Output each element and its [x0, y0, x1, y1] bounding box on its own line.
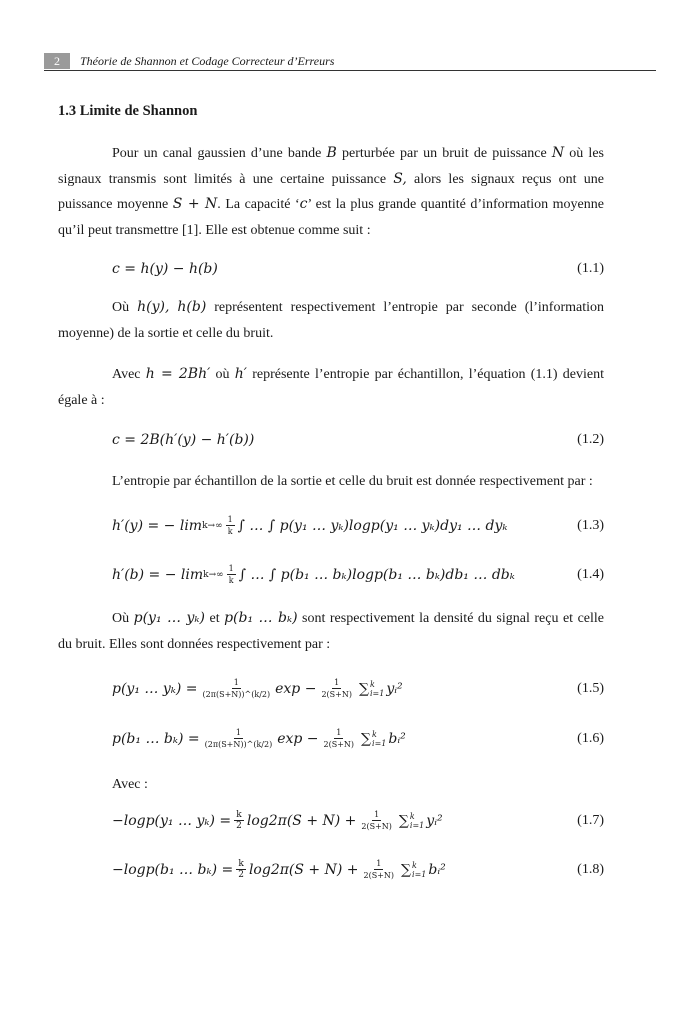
- equation-rest: ∫ … ∫ p(b₁ … bₖ)logp(b₁ … bₖ)db₁ … dbₖ: [238, 567, 515, 583]
- sum-upper: k: [372, 730, 377, 739]
- paragraph-2-text: Où: [112, 300, 138, 315]
- sum-lower: i=1: [409, 821, 425, 830]
- equation-number: (1.4): [577, 567, 604, 582]
- equation-rest: ∫ … ∫ p(y₁ … yₖ)logp(y₁ … yₖ)dy₁ … dyₖ: [237, 518, 508, 534]
- math-h-y: h(y),: [137, 299, 170, 315]
- limit-subscript: k→∞: [203, 570, 224, 580]
- math-p-y: p(y₁ … yₖ): [133, 610, 205, 626]
- paragraph-6: [58, 772, 604, 798]
- fraction-denominator: 2: [238, 870, 244, 880]
- fraction-numerator: k: [238, 859, 244, 869]
- fraction-denominator: (2π(S+N))^(k/2): [204, 740, 273, 749]
- fraction: [236, 859, 246, 881]
- fraction-denominator: k: [227, 527, 233, 536]
- sum-upper: k: [409, 812, 415, 821]
- equation-body: [112, 728, 406, 750]
- equation-lhs: h′(b) = − lim: [112, 567, 204, 583]
- paragraph-1-text: ’ est la plus grande quantité d’information moyenne qu’il peut transmettre [1]. Elle est obtenue comme suit :: [58, 197, 604, 238]
- equation-body: [112, 810, 443, 832]
- summation: ∑ k i=1: [401, 861, 427, 879]
- summand: bᵢ²: [388, 731, 406, 747]
- paragraph-1-text: Pour un canal gaussien d’une bande: [112, 146, 327, 161]
- paragraph-3-text: où: [210, 367, 235, 382]
- math-p-b: p(b₁ … bₖ): [224, 610, 298, 626]
- fraction-denominator: 2(S+N): [361, 822, 392, 831]
- fraction: [201, 678, 273, 700]
- equation-1-5: [112, 674, 604, 704]
- equation-middle: exp −: [277, 731, 319, 747]
- fraction-numerator: 1: [228, 564, 234, 573]
- sum-lower: i=1: [369, 689, 385, 698]
- fraction: [359, 810, 394, 832]
- equation-middle: log2π(S + N) +: [246, 813, 357, 829]
- equation-lhs: −logp(y₁ … yₖ) =: [112, 813, 232, 829]
- equation-number: (1.5): [577, 681, 604, 696]
- paragraph-5-text: Où: [112, 611, 134, 626]
- paragraph-6-text: Avec :: [112, 777, 148, 792]
- equation-lhs: −logp(b₁ … bₖ) =: [112, 862, 234, 878]
- equation-1-1: [112, 254, 604, 284]
- fraction-numerator: 1: [235, 728, 241, 737]
- equation-1-6: [112, 724, 604, 754]
- fraction-numerator: 1: [334, 678, 340, 687]
- fraction-numerator: 1: [376, 859, 382, 868]
- sum-lower: i=1: [372, 739, 387, 748]
- header-divider: [44, 70, 656, 71]
- equation-lhs: h′(y) = − lim: [112, 518, 203, 534]
- fraction-denominator: k: [228, 576, 234, 585]
- math-S-plus-N: S + N: [172, 196, 218, 212]
- page-number-badge: 2: [44, 53, 70, 69]
- paragraph-5: [58, 606, 604, 657]
- summation: ∑ k i=1: [361, 730, 387, 748]
- math-N: N: [551, 145, 565, 161]
- math-c: c: [299, 196, 308, 212]
- paragraph-2: [58, 295, 604, 346]
- equation-1-4: [112, 560, 604, 590]
- paragraph-4-text: L’entropie par échantillon de la sortie et celle du bruit est donnée respectivement par :: [112, 474, 593, 489]
- fraction: [226, 515, 235, 537]
- equation-body: c = 2B(h′(y) − h′(b)): [112, 432, 255, 448]
- math-S: S,: [393, 170, 407, 187]
- equation-number: (1.1): [577, 261, 604, 276]
- fraction-denominator: 2(S+N): [323, 740, 355, 749]
- paragraph-1-text: alors les signaux reçus ont une puissance moyenne: [58, 171, 604, 212]
- fraction-numerator: 1: [227, 515, 233, 524]
- paragraph-3-text: Avec: [112, 367, 146, 382]
- running-header-title: Théorie de Shannon et Codage Correcteur d’Erreurs: [80, 53, 335, 68]
- equation-number: (1.8): [577, 862, 604, 877]
- paragraph-4: [58, 469, 604, 495]
- fraction: [319, 678, 354, 700]
- math-h-b: h(b): [177, 299, 207, 315]
- paragraph-2-text: représentent respectivement l’entropie par seconde (l’information moyenne) de la sortie et celle du bruit.: [58, 300, 604, 341]
- math-h-equals-2Bh-prime: h = 2Bh′: [145, 366, 211, 382]
- fraction-denominator: 2(S+N): [321, 690, 352, 699]
- paragraph-3: [58, 362, 604, 413]
- fraction-denominator: (2π(S+N))^(k/2): [202, 690, 271, 699]
- math-h-prime: h′: [234, 366, 247, 382]
- summand: yᵢ²: [386, 681, 403, 697]
- math-B: B: [326, 145, 337, 161]
- equation-1-7: [112, 806, 604, 836]
- paragraph-1-text: où les signaux transmis sont limités à une certaine puissance: [58, 146, 604, 187]
- equation-1-8: [112, 855, 604, 885]
- equation-middle: log2π(S + N) +: [248, 862, 359, 878]
- summation: ∑ k i=1: [358, 680, 385, 698]
- section-title: 1.3 Limite de Shannon: [58, 103, 198, 119]
- fraction-numerator: 1: [233, 678, 239, 687]
- fraction-denominator: 2(S+N): [363, 871, 395, 880]
- equation-number: (1.6): [577, 731, 604, 746]
- fraction: [362, 859, 397, 881]
- fraction-numerator: k: [236, 810, 242, 820]
- fraction-denominator: 2: [236, 821, 242, 831]
- sum-lower: i=1: [412, 870, 427, 879]
- equation-lhs: p(y₁ … yₖ) =: [112, 681, 198, 697]
- paragraph-1: [58, 141, 604, 243]
- equation-body: [112, 515, 508, 537]
- equation-body: [112, 564, 515, 586]
- sum-upper: k: [369, 680, 375, 689]
- fraction-numerator: 1: [336, 728, 342, 737]
- fraction: [227, 564, 236, 586]
- equation-body: [112, 678, 403, 700]
- sum-upper: k: [412, 861, 417, 870]
- summation: ∑ k i=1: [398, 812, 425, 830]
- paragraph-5-text: sont respectivement la densité du signal reçu et celle du bruit. Elles sont données respectivement par :: [58, 611, 604, 652]
- equation-body: c = h(y) − h(b): [112, 261, 218, 277]
- summand: bᵢ²: [428, 862, 446, 878]
- fraction: [234, 810, 244, 832]
- limit-subscript: k→∞: [202, 521, 223, 531]
- equation-1-3: [112, 511, 604, 541]
- paragraph-1-text: . La capacité ‘: [217, 197, 300, 212]
- paragraph-1-text: perturbée par un bruit de puissance: [336, 146, 552, 161]
- equation-middle: exp −: [275, 681, 317, 697]
- equation-number: (1.7): [577, 813, 604, 828]
- equation-number: (1.3): [577, 518, 604, 533]
- fraction-numerator: 1: [374, 810, 380, 819]
- fraction: [322, 728, 357, 750]
- equation-body: [112, 859, 446, 881]
- paragraph-3-text: représente l’entropie par échantillon, l’équation (1.1) devient égale à :: [58, 367, 605, 408]
- equation-number: (1.2): [577, 432, 604, 447]
- running-header: [44, 52, 334, 70]
- equation-lhs: p(b₁ … bₖ) =: [112, 731, 200, 747]
- fraction: [203, 728, 275, 750]
- equation-1-2: [112, 425, 604, 455]
- paragraph-5-text: et: [204, 611, 225, 626]
- summand: yᵢ²: [426, 813, 443, 829]
